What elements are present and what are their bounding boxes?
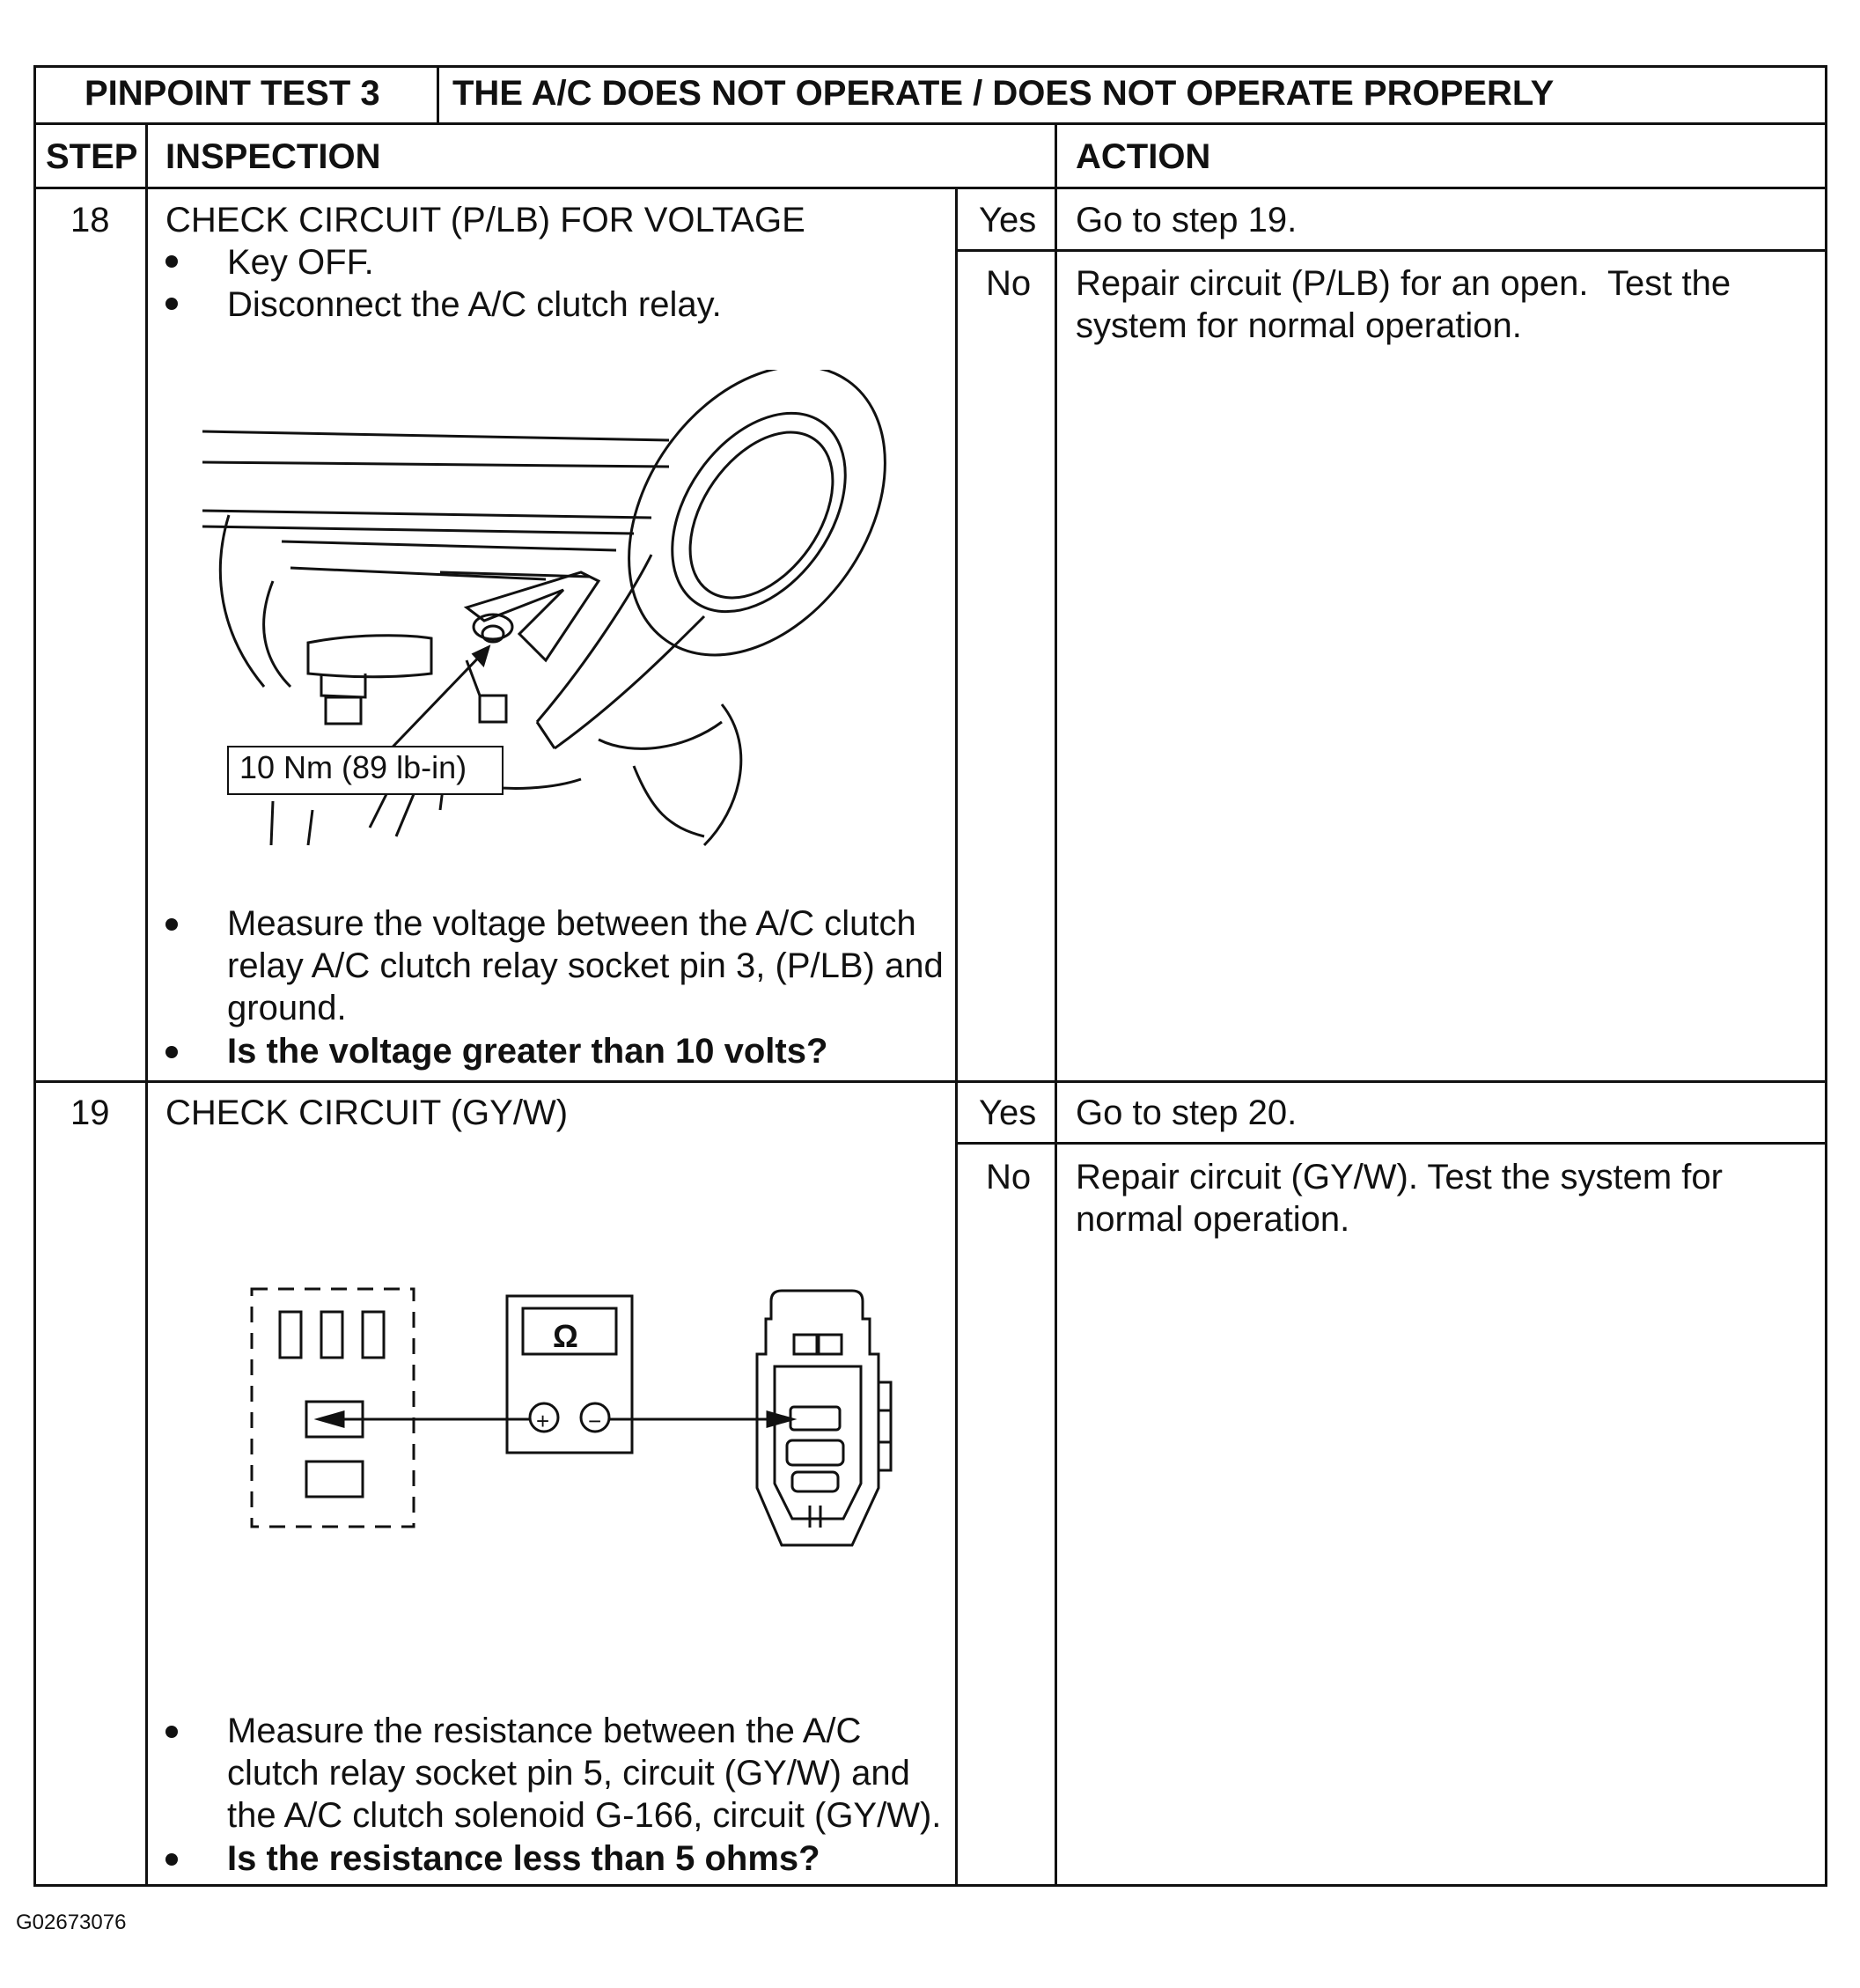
measure-instruction: Measure the resistance between the A/C clutch relay socket pin 5, circuit (GY/W) and the A/C clutch solenoid G-166, circuit (GY/W).: [227, 1712, 942, 1835]
rule-action-divider: [1055, 122, 1057, 1887]
bullet-text: Key OFF.: [227, 243, 374, 282]
no-action: Repair circuit (GY/W). Test the system for normal operation.: [1076, 1158, 1723, 1239]
yes-label: Yes: [979, 201, 1037, 239]
rule-step-divider: [145, 122, 148, 1887]
bullet: [165, 298, 178, 310]
step-title: CHECK CIRCUIT (P/LB) FOR VOLTAGE: [165, 201, 805, 239]
border-top: [33, 65, 1827, 68]
step-title: CHECK CIRCUIT (GY/W): [165, 1093, 569, 1132]
no-label: No: [986, 1158, 1032, 1196]
measure-instruction: Measure the voltage between the A/C clutch relay A/C clutch relay socket pin 3, (P/LB) and ground.: [227, 904, 944, 1027]
meter-plus-terminal: +: [536, 1408, 550, 1434]
column-header-inspection: INSPECTION: [165, 137, 381, 176]
no-label: No: [986, 264, 1032, 303]
resistance-test-diagram: [238, 1285, 942, 1602]
bullet-text: Disconnect the A/C clutch relay.: [227, 285, 722, 324]
rule-step18-yes: [955, 249, 1827, 252]
meter-minus-terminal: −: [588, 1408, 602, 1434]
pinpoint-test-title: THE A/C DOES NOT OPERATE / DOES NOT OPERATE PROPERLY: [452, 74, 1555, 113]
column-header-step: STEP: [46, 137, 138, 176]
test-question: Is the voltage greater than 10 volts?: [227, 1032, 828, 1071]
rule-columns-bottom: [33, 187, 1827, 189]
border-bottom: [33, 1884, 1827, 1887]
bullet: [165, 1726, 178, 1738]
border-left: [33, 65, 36, 1887]
bullet: [165, 255, 178, 268]
step-number: 19: [70, 1093, 110, 1132]
bullet: [165, 918, 178, 931]
yes-label: Yes: [979, 1093, 1037, 1132]
bullet: [165, 1046, 178, 1058]
rule-step19-yes: [955, 1142, 1827, 1145]
no-action: Repair circuit (P/LB) for an open. Test the system for normal operation.: [1076, 264, 1741, 345]
test-question: Is the resistance less than 5 ohms?: [227, 1839, 820, 1878]
step-number: 18: [70, 201, 110, 239]
ohm-symbol: Ω: [553, 1318, 578, 1354]
border-right: [1825, 65, 1827, 1887]
bullet: [165, 1853, 178, 1866]
figure-id: G02673076: [16, 1911, 127, 1934]
pinpoint-test-label: PINPOINT TEST 3: [85, 74, 380, 113]
yes-action: Go to step 19.: [1076, 201, 1298, 239]
rule-header-divider: [437, 65, 439, 125]
rule-header-bottom: [33, 122, 1827, 125]
rule-step18-bottom: [33, 1080, 1827, 1083]
column-header-action: ACTION: [1076, 137, 1211, 176]
torque-callout-label: 10 Nm (89 lb-in): [239, 749, 467, 785]
yes-action: Go to step 20.: [1076, 1093, 1298, 1132]
